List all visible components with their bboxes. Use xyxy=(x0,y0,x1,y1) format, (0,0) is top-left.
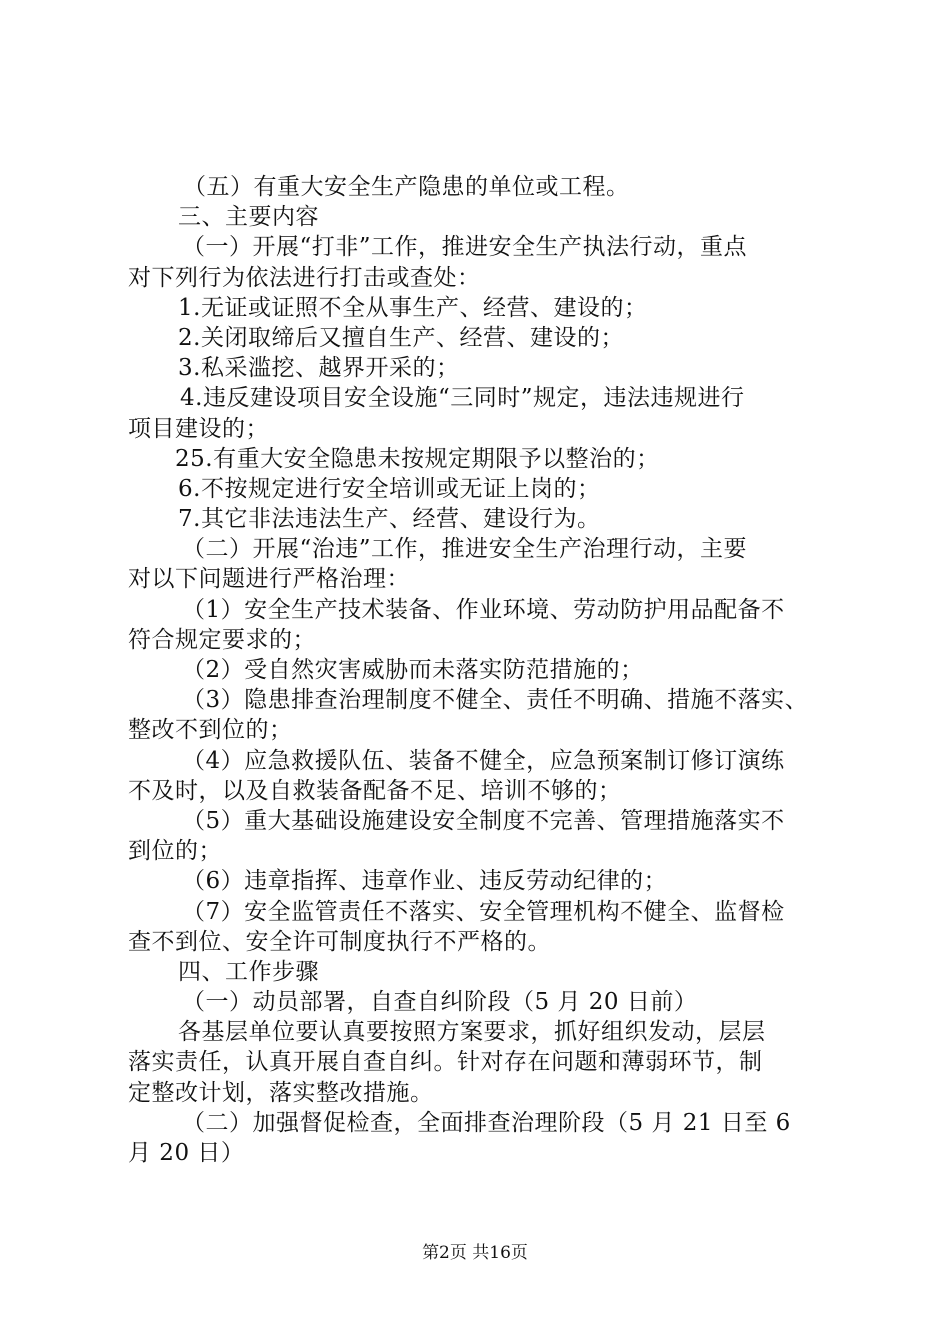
text-line: （1）安全生产技术装备、作业环境、劳动防护用品配备不 xyxy=(182,596,785,623)
text-line: 7.其它非法违法生产、经营、建设行为。 xyxy=(178,506,601,533)
text-line: 月 20 日） xyxy=(128,1140,245,1166)
text-line: 对下列行为依法进行打击或查处： xyxy=(128,264,481,291)
text-line: 对以下问题进行严格治理： xyxy=(128,566,410,593)
text-line: 到位的； xyxy=(128,838,222,865)
text-line: 6.不按规定进行安全培训或无证上岗的； xyxy=(178,475,601,502)
text-line: 查不到位、安全许可制度执行不严格的。 xyxy=(128,928,551,955)
document-body xyxy=(128,172,836,1168)
text-line: （6）违章指挥、违章作业、违反劳动纪律的； xyxy=(182,868,668,895)
text-line: （2）受自然灾害威胁而未落实防范措施的； xyxy=(182,657,644,683)
text-line: （二）加强督促检查，全面排查治理阶段（5 月 21 日至 6 xyxy=(182,1109,791,1136)
text-line: （3）隐患排查治理制度不健全、责任不明确、措施不落实、 xyxy=(182,687,809,714)
text-line: 整改不到位的； xyxy=(128,717,293,744)
text-line: 1.无证或证照不全从事生产、经营、建设的； xyxy=(178,294,648,321)
text-line: （4）应急救援队伍、装备不健全，应急预案制订修订演练 xyxy=(182,747,785,774)
text-line: （7）安全监管责任不落实、安全管理机构不健全、监督检 xyxy=(182,898,785,925)
text-line: 四、工作步骤 xyxy=(178,958,319,985)
text-line: （二）开展“治违”工作，推进安全生产治理行动，主要 xyxy=(182,536,748,563)
text-line: （一）开展“打非”工作，推进安全生产执法行动，重点 xyxy=(182,234,748,261)
text-line: （5）重大基础设施建设安全制度不完善、管理措施落实不 xyxy=(182,807,785,834)
text-line: 4.违反建设项目安全设施“三同时”规定，违法违规进行 xyxy=(180,385,745,412)
text-line: 三、主要内容 xyxy=(178,204,319,231)
text-line: （五）有重大安全生产隐患的单位或工程。 xyxy=(183,174,630,200)
text-line: 定整改计划，落实整改措施。 xyxy=(128,1079,434,1106)
page-footer: 第2页 共16页 xyxy=(422,1243,528,1263)
text-line: 项目建设的； xyxy=(128,415,269,442)
text-line: 2.关闭取缔后又擅自生产、经营、建设的； xyxy=(178,324,624,351)
text-line: 3.私采滥挖、越界开采的； xyxy=(178,355,460,382)
text-line: 落实责任，认真开展自查自纠。针对存在问题和薄弱环节，制 xyxy=(128,1049,763,1076)
text-line: 25.有重大安全隐患未按规定期限予以整治的； xyxy=(175,445,660,472)
text-line: 符合规定要求的； xyxy=(128,626,316,653)
text-line: （一）动员部署，自查自纠阶段（5 月 20 日前） xyxy=(182,989,698,1016)
text-line: 各基层单位要认真要按照方案要求，抓好组织发动，层层 xyxy=(178,1019,766,1046)
text-line: 不及时，以及自救装备配备不足、培训不够的； xyxy=(128,777,622,804)
